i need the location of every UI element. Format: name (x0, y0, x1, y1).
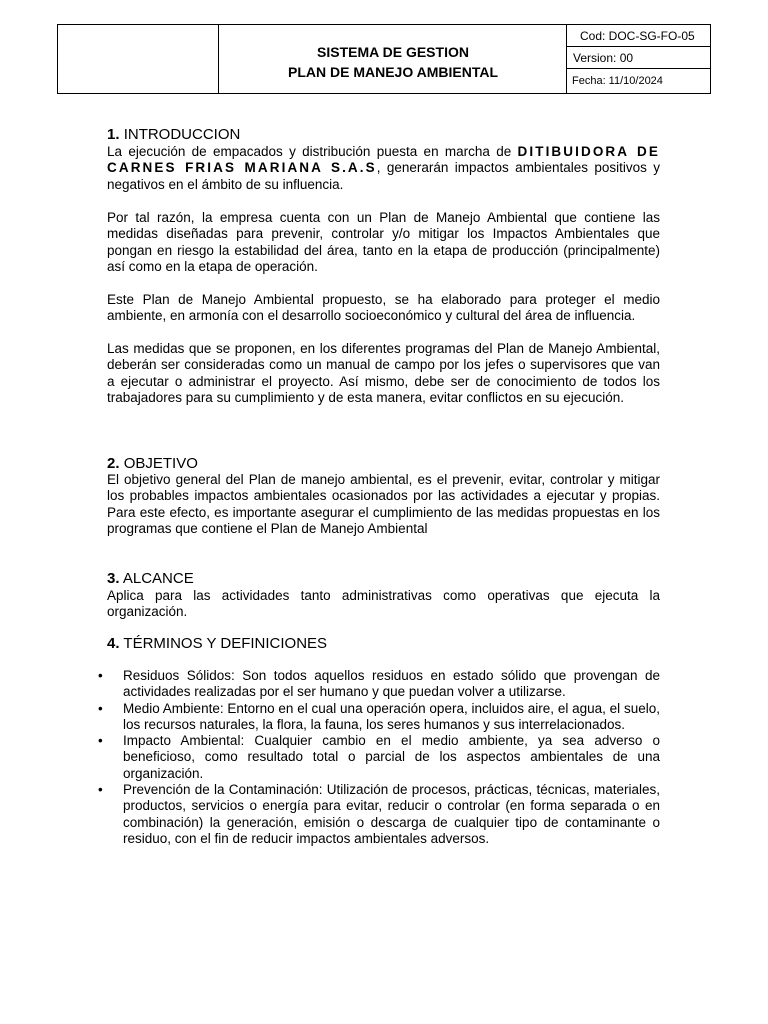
definition-text: Prevención de la Contaminación: Utilización de procesos, prácticas, técnicas, materiales, productos, servicios o energía para evitar, reducir o controlar (en forma separada o en combinación) la generación, emisión o descarga de cualquier tipo de contaminante o residuo, con el fin de reducir impactos ambientales adversos. (123, 782, 660, 846)
definition-text: Residuos Sólidos: Son todos aquellos residuos en estado sólido que provengan de actividades realizadas por el ser humano y que puedan volver a utilizarse. (123, 668, 660, 700)
bullet-icon: • (98, 700, 103, 716)
list-item (98, 701, 660, 734)
intro-paragraph-2: Por tal razón, la empresa cuenta con un Plan de Manejo Ambiental que contiene las medidas diseñadas para prevenir, controlar y/o mitigar los Impactos Ambientales que pongan en riesgo la estabilidad del área, tanto en la etapa de producción (principalmente) así como en la etapa de operación. (107, 210, 660, 274)
logo-cell (58, 25, 219, 93)
header-title-line1: SISTEMA DE GESTION (317, 44, 469, 60)
section-number: 2. (107, 455, 120, 472)
section-heading-terminos (107, 635, 327, 653)
document-header-table (57, 24, 711, 94)
intro-paragraph-4: Las medidas que se proponen, en los diferentes programas del Plan de Manejo Ambiental, deberán ser consideradas como un manual de campo por los jefes o supervisores que van a ejecutar o administrar el proyecto. Así mismo, debe ser de conocimiento de todos los trabajadores para su cumplimiento y de esta manera, evitar conflictos en su ejecución. (107, 341, 660, 405)
header-title-line2: PLAN DE MANEJO AMBIENTAL (288, 64, 498, 80)
section-title: TÉRMINOS Y DEFINICIONES (123, 635, 328, 652)
list-item (98, 733, 660, 782)
section-title: ALCANCE (122, 570, 194, 587)
objetivo-paragraph: El objetivo general del Plan de manejo ambiental, es el prevenir, evitar, controlar y mitigar los probables impactos ambientales ocasionados por las actividades a ejecutar y propias. Para este efecto, es importante asegurar el cumplimiento de las medidas propuestas en los programas que contiene el Plan de Manejo Ambiental (107, 472, 660, 536)
bullet-icon: • (98, 668, 103, 683)
definition-text: Medio Ambiente: Entorno en el cual una operación opera, incluidos aire, el agua, el suelo, los recursos naturales, la flora, la fauna, los seres humanos y sus interrelacionados. (123, 700, 660, 732)
document-date: Fecha: 11/10/2024 (572, 75, 663, 87)
alcance-paragraph: Aplica para las actividades tanto administrativas como operativas que ejecuta la organización. (107, 588, 660, 620)
definitions-list (98, 668, 660, 847)
section-title: OBJETIVO (123, 455, 198, 472)
list-item (98, 668, 660, 701)
intro-paragraph-3: Este Plan de Manejo Ambiental propuesto, se ha elaborado para proteger el medio ambiente, en armonía con el desarrollo socioeconómico y cultural del área de influencia. (107, 292, 660, 324)
document-version: Version: 00 (567, 47, 711, 69)
header-title (219, 25, 567, 93)
list-item (98, 782, 660, 847)
bullet-icon: • (98, 782, 103, 798)
section-title: INTRODUCCION (123, 126, 241, 143)
company-name: DITIBUIDORA DE CARNES FRIAS MARIANA S.A.S (107, 144, 660, 176)
section-heading-alcance (107, 570, 194, 588)
section-number: 4. (107, 635, 120, 652)
intro-text-before: La ejecución de empacados y distribución puesta en marcha de (107, 144, 512, 159)
bullet-icon: • (98, 733, 103, 749)
section-heading-objetivo (107, 455, 198, 473)
header-meta (566, 25, 711, 93)
section-heading-introduccion (107, 126, 240, 144)
intro-paragraph-1 (107, 144, 660, 193)
definition-text: Impacto Ambiental: Cualquier cambio en el medio ambiente, ya sea adverso o beneficioso, como resultado total o parcial de los aspectos ambientales de una organización. (123, 733, 660, 781)
intro-text-after: , generarán impactos ambientales positivos y negativos en el ámbito de su influencia. (107, 160, 660, 192)
section-number: 1. (107, 126, 120, 143)
document-code: Cod: DOC-SG-FO-05 (567, 25, 711, 47)
section-number: 3. (107, 570, 120, 587)
